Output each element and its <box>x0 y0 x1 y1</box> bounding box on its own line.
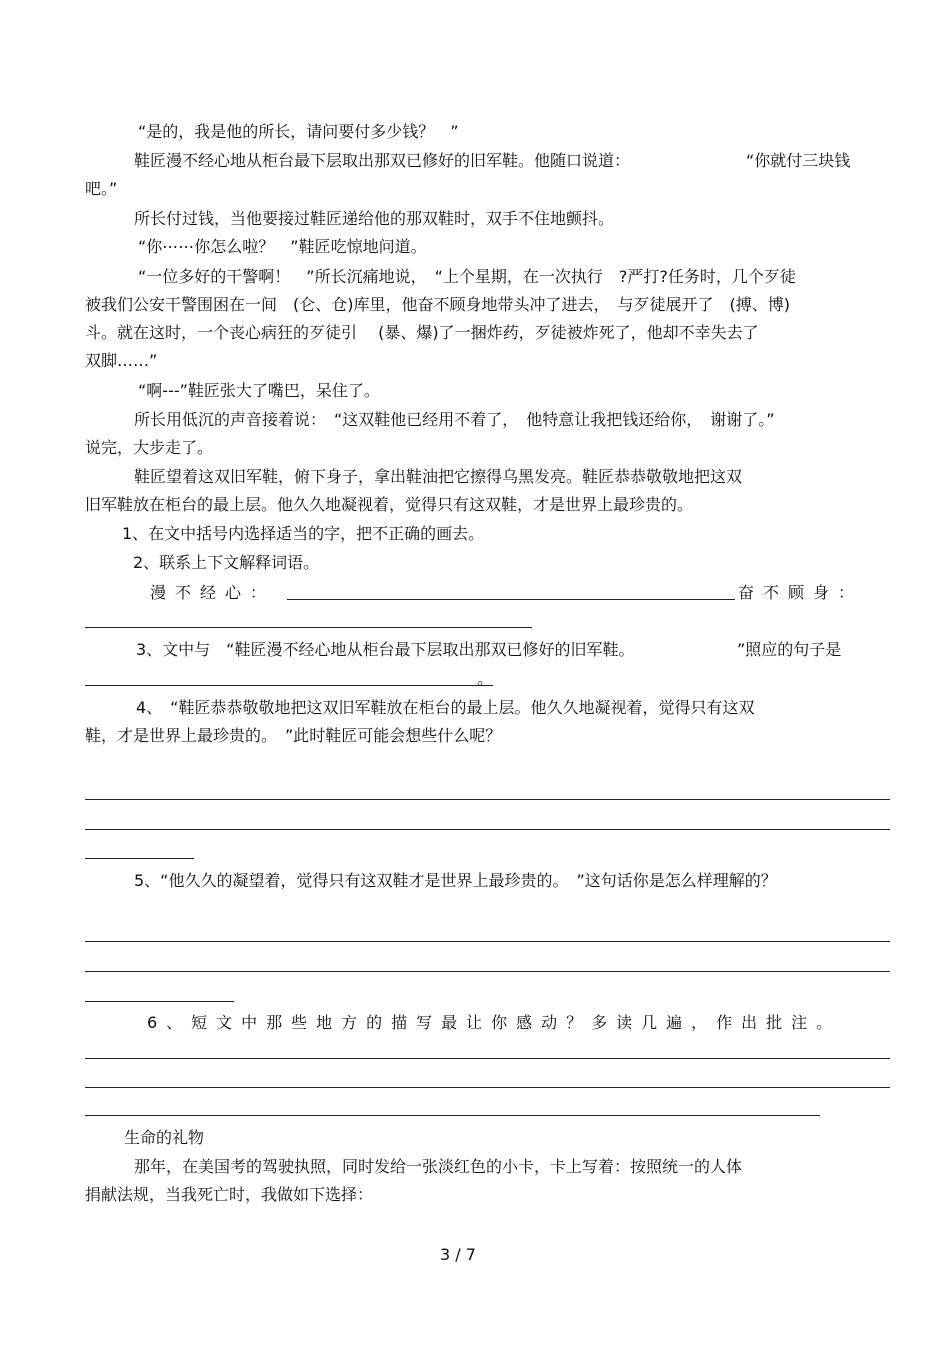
answer-line-term-1[interactable] <box>287 599 735 600</box>
answer-line-q6-2[interactable] <box>85 1087 890 1088</box>
answer-line-term-2[interactable] <box>85 627 532 628</box>
story-paragraph-2-line-1a: 鞋匠漫不经心地从柜台最下层取出那双已修好的旧军鞋。他随口说道： <box>134 151 631 170</box>
answer-line-q6-3[interactable] <box>85 1115 820 1116</box>
question-1: 1、在文中括号内选择适当的字，把不正确的画去。 <box>122 524 485 543</box>
story-paragraph-6: “啊---”鞋匠张大了嘴巴，呆住了。 <box>138 381 380 400</box>
page-number: 3 / 7 <box>440 1245 476 1264</box>
story-paragraph-5-line-4: 双脚……” <box>85 351 158 370</box>
question-4-line-2: 鞋，才是世界上最珍贵的。 ”此时鞋匠可能会想些什么呢？ <box>85 726 502 745</box>
next-story-line-2: 捐献法规，当我死亡时，我做如下选择： <box>85 1185 374 1204</box>
story-paragraph-7-line-2: 说完，大步走了。 <box>85 438 214 457</box>
answer-line-q4-1[interactable] <box>85 799 890 800</box>
question-5: 5、“他久久的凝望着，觉得只有这双鞋才是世界上最珍贵的。 ”这句话你是怎么样理解的？ <box>134 871 777 890</box>
story-paragraph-2-line-2: 吧。” <box>85 179 118 198</box>
question-2-term-1: 漫不经心： <box>150 583 276 602</box>
story-paragraph-1: “是的，我是他的所长，请问要付多少钱？ ” <box>138 122 459 141</box>
question-2-term-2: 奋不顾身： <box>738 583 864 602</box>
next-story-line-1: 那年，在美国考的驾驶执照，同时发给一张淡红色的小卡，卡上写着：按照统一的人体 <box>134 1157 743 1176</box>
question-4-line-1: 4、 “鞋匠恭恭敬敬地把这双旧军鞋放在柜台的最上层。他久久地凝视着，觉得只有这双 <box>136 698 755 717</box>
story-paragraph-5-line-3: 斗。就在这时，一个丧心病狂的歹徒引 (暴、爆)了一捆炸药，歹徒被炸死了，他却不幸失去了 <box>85 323 759 342</box>
story-paragraph-5-line-2: 被我们公安干警围困在一间 (仑、仓)库里，他奋不顾身地带头冲了进去， 与歹徒展开了 (搏、博) <box>85 295 790 314</box>
answer-line-q4-2[interactable] <box>85 829 890 830</box>
question-6: 6、短文中那些地方的描写最让你感动？多读几遍，作出批注。 <box>147 1013 842 1032</box>
answer-line-q3[interactable] <box>85 685 493 686</box>
answer-line-q6-1[interactable] <box>85 1058 890 1059</box>
question-3-part-b: ”照应的句子是 <box>737 640 842 659</box>
story-paragraph-8-line-1: 鞋匠望着这双旧军鞋，俯下身子，拿出鞋油把它擦得乌黑发亮。鞋匠恭恭敬敬地把这双 <box>134 467 743 486</box>
answer-line-q5-1[interactable] <box>85 941 890 942</box>
story-paragraph-4: “你⋯⋯你怎么啦？ ”鞋匠吃惊地问道。 <box>138 237 427 256</box>
story-paragraph-8-line-2: 旧军鞋放在柜台的最上层。他久久地凝视着，觉得只有这双鞋，才是世界上最珍贵的。 <box>85 495 694 514</box>
question-3-part-a: 3、文中与 “鞋匠漫不经心地从柜台最下层取出那双已修好的旧军鞋。 <box>136 640 635 659</box>
story-paragraph-5-line-1: “一位多好的干警啊！ ”所长沉痛地说， “上个星期，在一次执行 ?严打?任务时，几个歹徒 <box>138 267 796 286</box>
story-paragraph-2-line-1b: “你就付三块钱 <box>746 151 851 170</box>
answer-line-q4-3[interactable] <box>85 858 194 859</box>
question-3-end: 。 <box>477 669 494 688</box>
answer-line-q5-3[interactable] <box>85 1001 234 1002</box>
story-paragraph-7-line-1: 所长用低沉的声音接着说： “这双鞋他已经用不着了， 他特意让我把钱还给你， 谢谢了。” <box>134 410 775 429</box>
story-paragraph-3: 所长付过钱，当他要接过鞋匠递给他的那双鞋时，双手不住地颤抖。 <box>134 209 615 228</box>
question-2: 2、联系上下文解释词语。 <box>133 553 320 572</box>
next-story-title: 生命的礼物 <box>124 1128 205 1147</box>
answer-line-q5-2[interactable] <box>85 971 890 972</box>
